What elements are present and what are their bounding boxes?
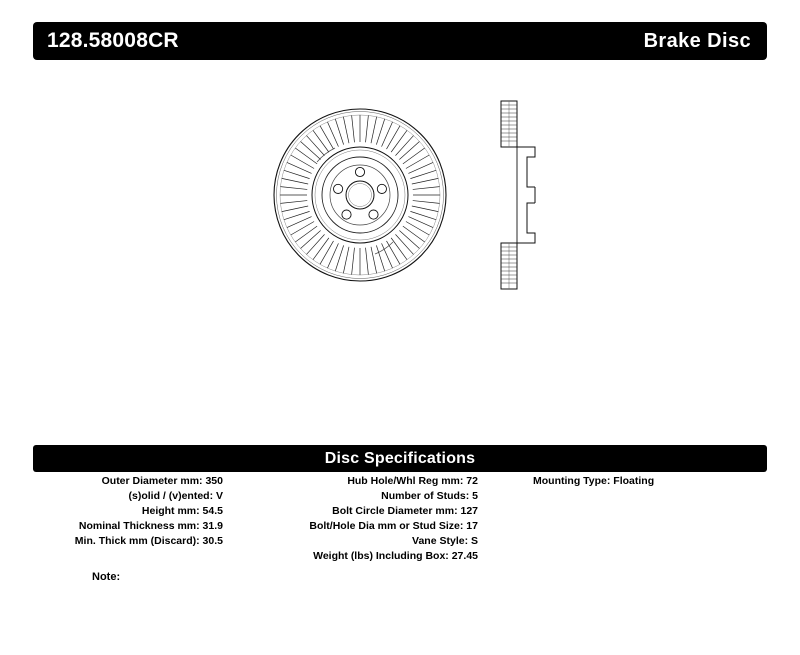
spec-item: Vane Style: S — [412, 535, 478, 547]
header-bar — [33, 22, 767, 60]
spec-item: Nominal Thickness mm: 31.9 — [78, 520, 223, 532]
product-drawing — [33, 70, 767, 420]
spec-item: Hub Hole/Whl Reg mm: 72 — [347, 475, 478, 487]
spec-item: Bolt Circle Diameter mm: 127 — [332, 505, 478, 517]
spec-column-right — [533, 474, 767, 489]
spec-section-title: Disc Specifications — [33, 445, 767, 472]
spec-column-left — [33, 474, 223, 549]
rotor-face-view — [265, 100, 455, 290]
spec-item: Height mm: 54.5 — [141, 505, 223, 517]
spec-item: Mounting Type: Floating — [533, 475, 655, 487]
spec-item: (s)olid / (v)ented: V — [128, 490, 223, 502]
spec-item: Outer Diameter mm: 350 — [101, 475, 223, 487]
spec-item: Bolt/Hole Dia mm or Stud Size: 17 — [309, 520, 478, 532]
note-row — [92, 571, 120, 583]
spec-column-middle — [243, 474, 478, 564]
spec-item: Number of Studs: 5 — [381, 490, 478, 502]
spec-item: Weight (lbs) Including Box: 27.45 — [313, 550, 478, 562]
note-label: Note: — [92, 571, 121, 583]
product-type-label: Brake Disc — [643, 30, 751, 52]
spec-item: Min. Thick mm (Discard): 30.5 — [74, 535, 223, 547]
part-number: 128.58008CR — [47, 29, 179, 52]
rotor-cross-section-view — [483, 95, 553, 295]
